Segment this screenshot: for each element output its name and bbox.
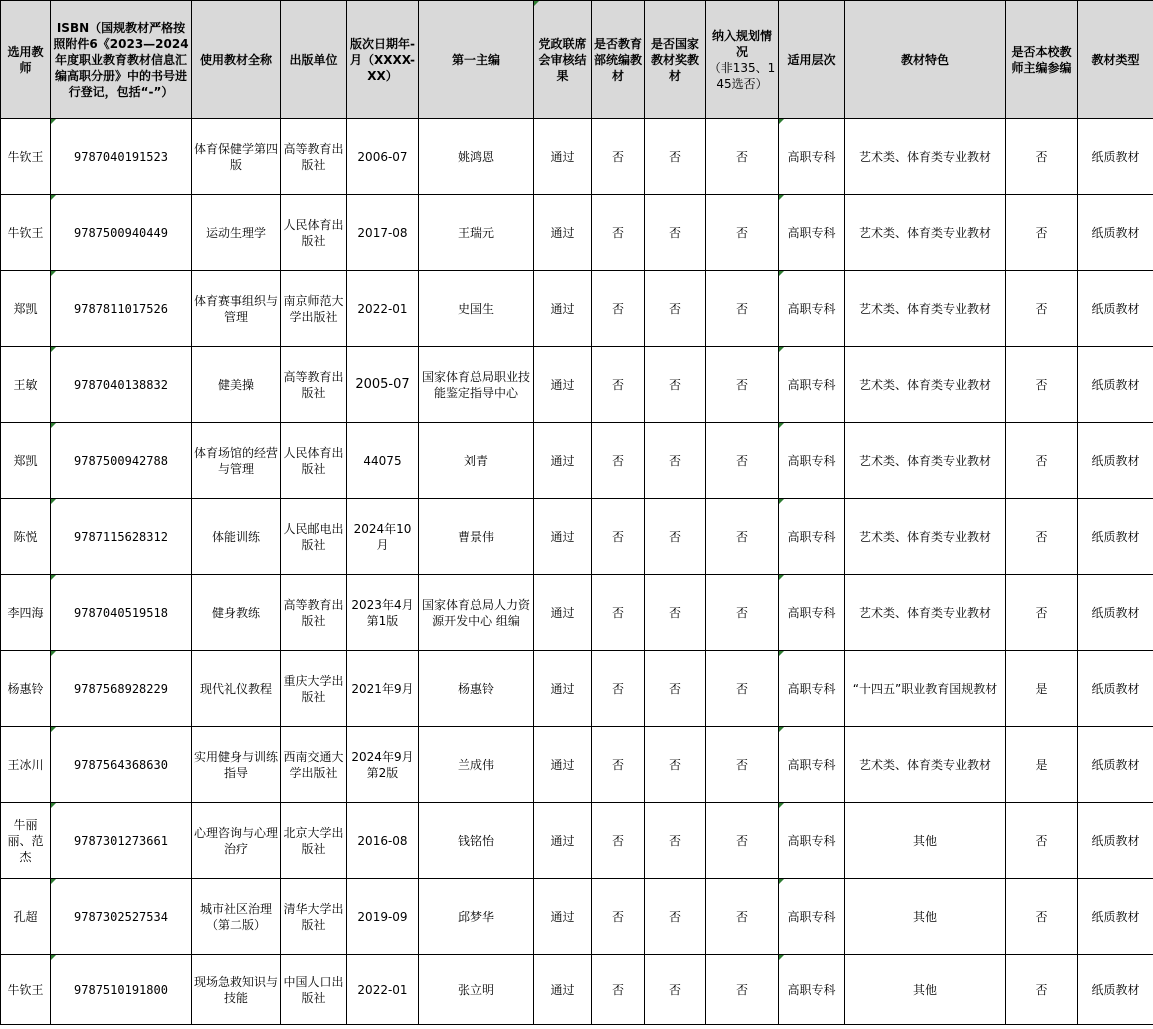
cell-publisher: 人民体育出版社: [281, 195, 347, 271]
cell-award: 否: [645, 195, 706, 271]
table-row: [1, 271, 1153, 347]
cell-isbn: 9787301273661: [51, 803, 192, 879]
cell-title: 现代礼仪教程: [192, 651, 281, 727]
cell-feature: 艺术类、体育类专业教材: [845, 423, 1006, 499]
header-edition-date: 版次日期年-月（XXXX-XX）: [347, 1, 419, 119]
header-feature: 教材特色: [845, 1, 1006, 119]
cell-title: 实用健身与训练指导: [192, 727, 281, 803]
cell-teacher: 郑凯: [1, 423, 51, 499]
header-level: 适用层次: [779, 1, 845, 119]
cell-edition-date: 2005-07: [347, 347, 419, 423]
header-ministry: 是否教育部统编教材: [592, 1, 645, 119]
header-plan-main: 纳入规划情况: [711, 28, 772, 59]
cell-self-edited: 否: [1006, 879, 1078, 955]
cell-editor: 张立明: [419, 955, 534, 1025]
cell-review: 通过: [534, 803, 592, 879]
cell-level: 高职专科: [779, 423, 845, 499]
cell-feature: 其他: [845, 955, 1006, 1025]
cell-self-edited: 否: [1006, 347, 1078, 423]
cell-edition-date: 44075: [347, 423, 419, 499]
cell-teacher: 陈悦: [1, 499, 51, 575]
cell-ministry: 否: [592, 955, 645, 1025]
cell-level: 高职专科: [779, 347, 845, 423]
cell-title: 运动生理学: [192, 195, 281, 271]
cell-plan: 否: [706, 727, 779, 803]
table-row: [1, 651, 1153, 727]
header-self-edited: 是否本校教师主编参编: [1006, 1, 1078, 119]
cell-edition-date: 2016-08: [347, 803, 419, 879]
cell-self-edited: 否: [1006, 195, 1078, 271]
table-row: [1, 347, 1153, 423]
cell-publisher: 清华大学出版社: [281, 879, 347, 955]
cell-ministry: 否: [592, 271, 645, 347]
cell-review: 通过: [534, 119, 592, 195]
cell-isbn: 9787040138832: [51, 347, 192, 423]
cell-isbn: 9787115628312: [51, 499, 192, 575]
cell-self-edited: 否: [1006, 499, 1078, 575]
cell-type: 纸质教材: [1078, 651, 1153, 727]
cell-feature: 其他: [845, 879, 1006, 955]
header-teacher: 选用教师: [1, 1, 51, 119]
cell-award: 否: [645, 879, 706, 955]
cell-teacher: 李四海: [1, 575, 51, 651]
cell-title: 健身教练: [192, 575, 281, 651]
header-plan: [706, 1, 779, 119]
cell-review: 通过: [534, 195, 592, 271]
cell-type: 纸质教材: [1078, 195, 1153, 271]
table-row: [1, 955, 1153, 1025]
cell-self-edited: 否: [1006, 575, 1078, 651]
cell-editor: 曹景伟: [419, 499, 534, 575]
cell-review: 通过: [534, 271, 592, 347]
table-row: [1, 727, 1153, 803]
cell-ministry: 否: [592, 119, 645, 195]
cell-publisher: 南京师范大学出版社: [281, 271, 347, 347]
cell-plan: 否: [706, 651, 779, 727]
table-row: [1, 195, 1153, 271]
cell-type: 纸质教材: [1078, 347, 1153, 423]
cell-ministry: 否: [592, 803, 645, 879]
cell-editor: 刘青: [419, 423, 534, 499]
cell-isbn: 9787564368630: [51, 727, 192, 803]
cell-publisher: 高等教育出版社: [281, 347, 347, 423]
cell-title: 体能训练: [192, 499, 281, 575]
header-type: 教材类型: [1078, 1, 1153, 119]
header-row: [1, 1, 1153, 119]
cell-type: 纸质教材: [1078, 499, 1153, 575]
header-award: 是否国家教材奖教材: [645, 1, 706, 119]
cell-edition-date: 2022-01: [347, 955, 419, 1025]
cell-teacher: 王敏: [1, 347, 51, 423]
cell-isbn: 9787302527534: [51, 879, 192, 955]
cell-ministry: 否: [592, 499, 645, 575]
cell-plan: 否: [706, 879, 779, 955]
cell-level: 高职专科: [779, 879, 845, 955]
cell-level: 高职专科: [779, 499, 845, 575]
cell-award: 否: [645, 575, 706, 651]
header-isbn: ISBN（国规教材严格按照附件6《2023—2024年度职业教育教材信息汇编高职分册》中的书号进行登记，包括“-”）: [51, 1, 192, 119]
cell-ministry: 否: [592, 727, 645, 803]
cell-review: 通过: [534, 499, 592, 575]
cell-self-edited: 否: [1006, 119, 1078, 195]
cell-edition-date: 2024年9月第2版: [347, 727, 419, 803]
cell-self-edited: 是: [1006, 727, 1078, 803]
cell-teacher: 孔超: [1, 879, 51, 955]
cell-review: 通过: [534, 423, 592, 499]
cell-teacher: 牛钦王: [1, 195, 51, 271]
cell-feature: 艺术类、体育类专业教材: [845, 119, 1006, 195]
cell-level: 高职专科: [779, 271, 845, 347]
cell-title: 体育场馆的经营与管理: [192, 423, 281, 499]
cell-title: 城市社区治理（第二版）: [192, 879, 281, 955]
cell-review: 通过: [534, 727, 592, 803]
cell-type: 纸质教材: [1078, 727, 1153, 803]
cell-review: 通过: [534, 879, 592, 955]
cell-teacher: 郑凯: [1, 271, 51, 347]
cell-ministry: 否: [592, 347, 645, 423]
cell-review: 通过: [534, 575, 592, 651]
cell-teacher: 牛丽丽、范杰: [1, 803, 51, 879]
cell-editor: 国家体育总局职业技能鉴定指导中心: [419, 347, 534, 423]
cell-award: 否: [645, 727, 706, 803]
cell-award: 否: [645, 803, 706, 879]
cell-feature: 艺术类、体育类专业教材: [845, 727, 1006, 803]
cell-publisher: 重庆大学出版社: [281, 651, 347, 727]
cell-publisher: 人民邮电出版社: [281, 499, 347, 575]
cell-teacher: 牛钦王: [1, 955, 51, 1025]
header-title: 使用教材全称: [192, 1, 281, 119]
cell-title: 体育赛事组织与管理: [192, 271, 281, 347]
cell-ministry: 否: [592, 879, 645, 955]
table-row: [1, 499, 1153, 575]
header-review: 党政联席会审核结果: [534, 1, 592, 119]
cell-level: 高职专科: [779, 803, 845, 879]
cell-title: 心理咨询与心理治疗: [192, 803, 281, 879]
cell-feature: 艺术类、体育类专业教材: [845, 575, 1006, 651]
cell-review: 通过: [534, 347, 592, 423]
cell-review: 通过: [534, 955, 592, 1025]
cell-type: 纸质教材: [1078, 119, 1153, 195]
cell-type: 纸质教材: [1078, 575, 1153, 651]
cell-type: 纸质教材: [1078, 423, 1153, 499]
cell-feature: “十四五”职业教育国规教材: [845, 651, 1006, 727]
cell-isbn: 9787811017526: [51, 271, 192, 347]
cell-editor: 王瑞元: [419, 195, 534, 271]
cell-level: 高职专科: [779, 651, 845, 727]
cell-isbn: 9787510191800: [51, 955, 192, 1025]
cell-isbn: 9787040191523: [51, 119, 192, 195]
cell-title: 现场急救知识与技能: [192, 955, 281, 1025]
cell-type: 纸质教材: [1078, 879, 1153, 955]
cell-publisher: 高等教育出版社: [281, 119, 347, 195]
cell-self-edited: 是: [1006, 651, 1078, 727]
cell-ministry: 否: [592, 423, 645, 499]
cell-award: 否: [645, 119, 706, 195]
cell-editor: 国家体育总局人力资源开发中心 组编: [419, 575, 534, 651]
cell-editor: 杨惠铃: [419, 651, 534, 727]
header-publisher: 出版单位: [281, 1, 347, 119]
cell-plan: 否: [706, 499, 779, 575]
cell-publisher: 中国人口出版社: [281, 955, 347, 1025]
cell-ministry: 否: [592, 195, 645, 271]
cell-teacher: 牛钦王: [1, 119, 51, 195]
cell-title: 健美操: [192, 347, 281, 423]
cell-plan: 否: [706, 347, 779, 423]
header-editor: 第一主编: [419, 1, 534, 119]
cell-edition-date: 2019-09: [347, 879, 419, 955]
cell-award: 否: [645, 651, 706, 727]
cell-type: 纸质教材: [1078, 271, 1153, 347]
cell-publisher: 人民体育出版社: [281, 423, 347, 499]
cell-type: 纸质教材: [1078, 803, 1153, 879]
cell-editor: 姚鸿恩: [419, 119, 534, 195]
cell-isbn: 9787500940449: [51, 195, 192, 271]
table-row: [1, 879, 1153, 955]
cell-edition-date: 2024年10月: [347, 499, 419, 575]
cell-feature: 艺术类、体育类专业教材: [845, 499, 1006, 575]
cell-isbn: 9787568928229: [51, 651, 192, 727]
cell-publisher: 高等教育出版社: [281, 575, 347, 651]
cell-plan: 否: [706, 195, 779, 271]
cell-plan: 否: [706, 803, 779, 879]
cell-level: 高职专科: [779, 119, 845, 195]
cell-edition-date: 2022-01: [347, 271, 419, 347]
cell-self-edited: 否: [1006, 955, 1078, 1025]
cell-level: 高职专科: [779, 575, 845, 651]
cell-plan: 否: [706, 575, 779, 651]
cell-plan: 否: [706, 955, 779, 1025]
cell-self-edited: 否: [1006, 803, 1078, 879]
cell-editor: 兰成伟: [419, 727, 534, 803]
cell-level: 高职专科: [779, 727, 845, 803]
cell-edition-date: 2006-07: [347, 119, 419, 195]
cell-feature: 艺术类、体育类专业教材: [845, 271, 1006, 347]
cell-self-edited: 否: [1006, 271, 1078, 347]
cell-editor: 史国生: [419, 271, 534, 347]
cell-plan: 否: [706, 119, 779, 195]
cell-editor: 邱梦华: [419, 879, 534, 955]
cell-type: 纸质教材: [1078, 955, 1153, 1025]
cell-edition-date: 2021年9月: [347, 651, 419, 727]
cell-isbn: 9787500942788: [51, 423, 192, 499]
cell-award: 否: [645, 271, 706, 347]
cell-teacher: 王冰川: [1, 727, 51, 803]
cell-feature: 其他: [845, 803, 1006, 879]
table-row: [1, 575, 1153, 651]
cell-feature: 艺术类、体育类专业教材: [845, 195, 1006, 271]
cell-teacher: 杨惠铃: [1, 651, 51, 727]
cell-editor: 钱铭怡: [419, 803, 534, 879]
cell-feature: 艺术类、体育类专业教材: [845, 347, 1006, 423]
cell-award: 否: [645, 955, 706, 1025]
cell-edition-date: 2023年4月第1版: [347, 575, 419, 651]
table-row: [1, 423, 1153, 499]
cell-self-edited: 否: [1006, 423, 1078, 499]
cell-review: 通过: [534, 651, 592, 727]
cell-level: 高职专科: [779, 955, 845, 1025]
cell-level: 高职专科: [779, 195, 845, 271]
cell-publisher: 西南交通大学出版社: [281, 727, 347, 803]
cell-award: 否: [645, 423, 706, 499]
table-row: [1, 119, 1153, 195]
cell-ministry: 否: [592, 651, 645, 727]
header-plan-sub: （非135、145选否）: [708, 60, 776, 91]
cell-plan: 否: [706, 423, 779, 499]
cell-isbn: 9787040519518: [51, 575, 192, 651]
cell-plan: 否: [706, 271, 779, 347]
cell-title: 体育保健学第四版: [192, 119, 281, 195]
cell-ministry: 否: [592, 575, 645, 651]
cell-award: 否: [645, 499, 706, 575]
table-row: [1, 803, 1153, 879]
cell-award: 否: [645, 347, 706, 423]
cell-edition-date: 2017-08: [347, 195, 419, 271]
cell-publisher: 北京大学出版社: [281, 803, 347, 879]
